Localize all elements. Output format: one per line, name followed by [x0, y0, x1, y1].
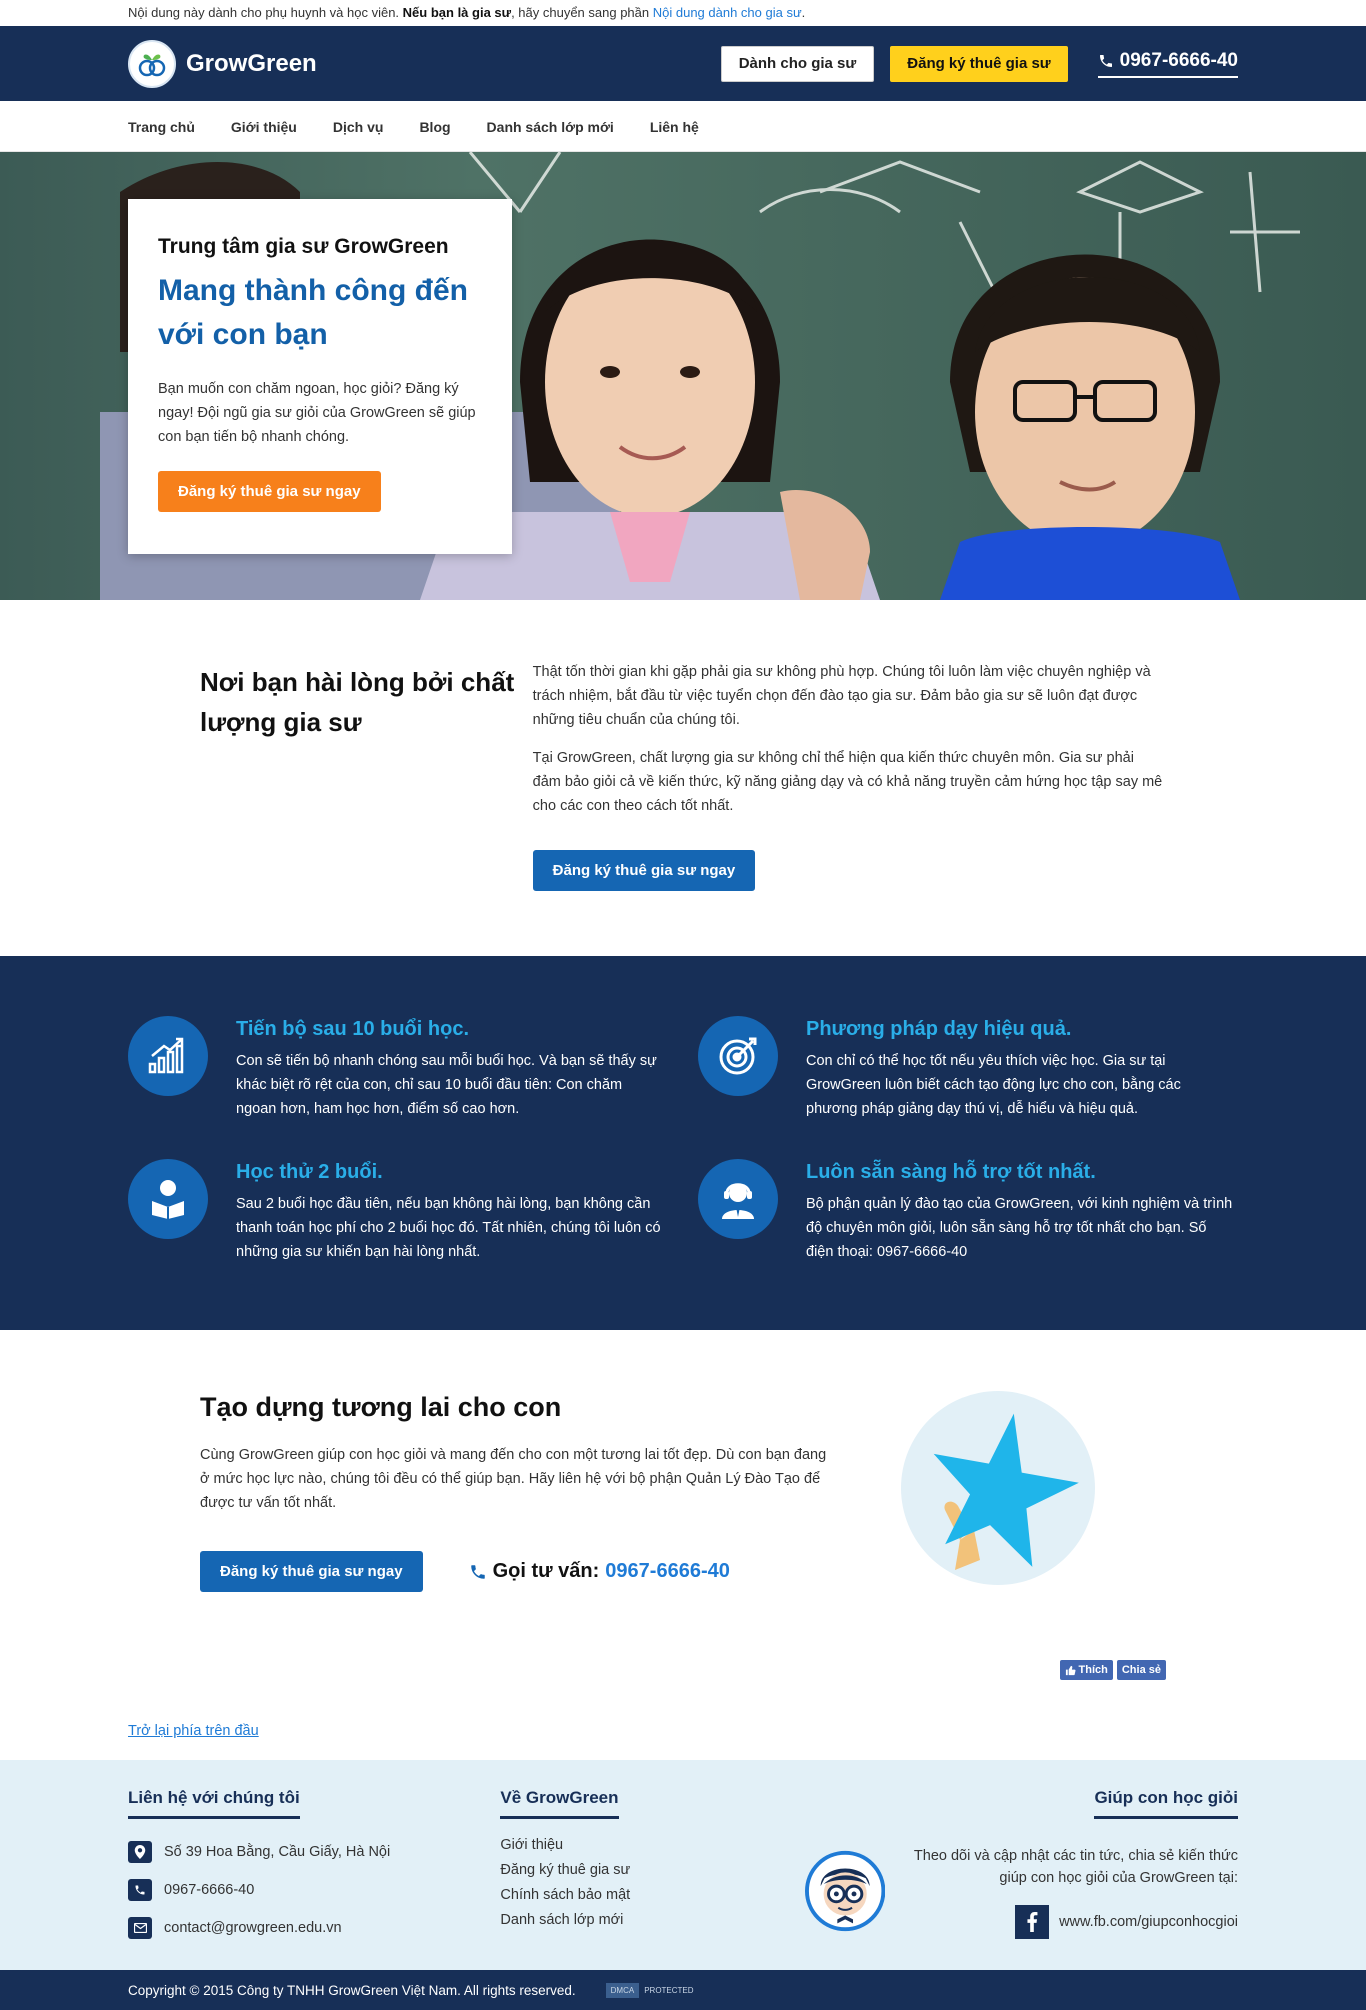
feature-description: Con sẽ tiến bộ nhanh chóng sau mỗi buổi học. Và bạn sẽ thấy sự khác biệt rõ rệt của con, chỉ sau 10 buổi đầu tiên: Con chăm ngoan hơn, ham học hơn, điểm số cao hơn.: [236, 1053, 657, 1117]
feature-description: Con chỉ có thể học tốt nếu yêu thích việc học. Gia sư tại GrowGreen luôn biết cách tạo động lực cho con, bằng các phương pháp giảng dạy thú vị, dễ hiểu và hiệu quả.: [806, 1053, 1181, 1117]
site-footer: [0, 1760, 1366, 1970]
quality-section: [0, 600, 1366, 956]
quality-paragraph-2: Tại GrowGreen, chất lượng gia sư không chỉ thể hiện qua kiến thức chuyên môn. Gia sư phải đảm bảo giỏi cả về kiến thức, kỹ năng giảng dạy và có khả năng truyền cảm hứng học tập say mê cho các con theo cách tốt nhất.: [532, 750, 1163, 814]
phone-icon: [469, 1563, 487, 1581]
facebook-icon: [1015, 1905, 1049, 1939]
quality-register-button[interactable]: Đăng ký thuê gia sư ngay: [533, 850, 756, 891]
footer-link-privacy[interactable]: Chính sách bảo mật: [500, 1887, 631, 1903]
quality-paragraph-1: Thật tốn thời gian khi gặp phải gia sư không phù hợp. Chúng tôi luôn làm việc chuyên nghiệp và trách nhiệm, bắt đầu từ việc tuyển chọn đến đào tạo gia sư. Đảm bảo gia sư sẽ luôn đạt được những tiêu chuẩn của chúng tôi.: [532, 664, 1151, 728]
notice-text-2: , hãy chuyển sang phần: [511, 5, 650, 20]
feature-title: Luôn sẵn sàng hỗ trợ tốt nhất.: [806, 1161, 1096, 1183]
feature-trial: [128, 1159, 698, 1264]
reader-icon: [128, 1159, 208, 1239]
footer-address: Số 39 Hoa Bằng, Cầu Giấy, Hà Nội: [128, 1841, 500, 1863]
thumbs-up-icon: [1065, 1665, 1076, 1676]
quality-title: Nơi bạn hài lòng bởi chất lượng gia sư: [200, 667, 515, 737]
nav-item-blog[interactable]: Blog: [419, 118, 451, 135]
facebook-share-button[interactable]: Chia sẻ: [1117, 1660, 1166, 1680]
consult-phone-link[interactable]: [469, 1560, 730, 1583]
footer-social-title: Giúp con học giỏi: [1094, 1788, 1238, 1819]
register-tutor-button[interactable]: Đăng ký thuê gia sư: [890, 46, 1067, 82]
future-section: [0, 1330, 1366, 1760]
footer-phone[interactable]: 0967-6666-40: [128, 1879, 500, 1901]
footer-link-about[interactable]: Giới thiệu: [500, 1837, 564, 1853]
footer-contact: [128, 1788, 500, 1939]
nav-item-about[interactable]: Giới thiệu: [230, 118, 297, 135]
features-section: [0, 956, 1366, 1330]
nav-item-services[interactable]: Dịch vụ: [332, 118, 384, 135]
future-register-button[interactable]: Đăng ký thuê gia sư ngay: [200, 1551, 423, 1592]
notice-bold: Nếu bạn là gia sư: [402, 5, 512, 20]
envelope-icon: [128, 1917, 152, 1939]
phone-icon: [128, 1879, 152, 1901]
hero-register-button[interactable]: Đăng ký thuê gia sư ngay: [158, 471, 381, 512]
future-description: Cùng GrowGreen giúp con học giỏi và mang đến cho con một tương lai tốt đẹp. Dù con bạn đang ở mức học lực nào, chúng tôi đều có thể giúp bạn. Hãy liên hệ với bộ phận Quản Lý Đào Tạo để được tư vấn tốt nhất.: [200, 1447, 827, 1511]
progress-chart-icon: [128, 1016, 208, 1096]
main-nav: [0, 101, 1366, 152]
footer-contact-title: Liên hệ với chúng tôi: [128, 1788, 300, 1819]
feature-title: Tiến bộ sau 10 buổi học.: [236, 1018, 469, 1040]
header-phone-link[interactable]: [1098, 50, 1238, 78]
support-agent-icon: [698, 1159, 778, 1239]
nerd-mascot-icon: [805, 1850, 885, 1932]
logo[interactable]: [128, 40, 317, 88]
hero-subtitle: Trung tâm gia sư GrowGreen: [158, 235, 449, 258]
hero-description: Bạn muốn con chăm ngoan, học giỏi? Đăng ký ngay! Đội ngũ gia sư giỏi của GrowGreen sẽ giúp con bạn tiến bộ nhanh chóng.: [158, 381, 476, 445]
copyright-bar: [0, 1970, 1366, 2010]
call-number: 0967-6666-40: [605, 1560, 730, 1582]
facebook-like-button[interactable]: Thích: [1060, 1660, 1113, 1680]
notice-text: Nội dung này dành cho phụ huynh và học viên.: [128, 5, 400, 20]
footer-about: [500, 1788, 774, 1939]
footer-about-title: Về GrowGreen: [500, 1788, 618, 1819]
nav-item-new-classes[interactable]: Danh sách lớp mới: [486, 118, 614, 135]
feature-support: [698, 1159, 1238, 1264]
map-pin-icon: [128, 1841, 152, 1863]
future-title: Tạo dựng tương lai cho con: [200, 1392, 562, 1422]
star-illustration: [900, 1390, 1096, 1586]
back-to-top-link[interactable]: Trở lại phía trên đầu: [128, 1723, 259, 1739]
feature-progress: [128, 1016, 698, 1121]
tutor-content-link[interactable]: Nội dung dành cho gia sư: [652, 5, 802, 20]
footer-social: [885, 1788, 1238, 1939]
nav-item-contact[interactable]: Liên hệ: [649, 118, 699, 135]
header-phone-number: 0967-6666-40: [1119, 49, 1238, 71]
feature-description: Bộ phận quản lý đào tạo của GrowGreen, với kinh nghiệm và trình độ chuyên môn giỏi, luôn sẵn sàng hỗ trợ tốt nhất cho bạn. Số điện thoại: 0967-6666-40: [806, 1196, 1233, 1260]
feature-title: Phương pháp dạy hiệu quả.: [806, 1018, 1072, 1040]
footer-email[interactable]: contact@growgreen.edu.vn: [128, 1917, 500, 1939]
target-icon: [698, 1016, 778, 1096]
hero-card: [128, 199, 512, 554]
footer-facebook-link[interactable]: www.fb.com/giupconhocgioi: [885, 1905, 1238, 1939]
footer-social-text: Theo dõi và cập nhật các tin tức, chia sẻ kiến thức giúp con học giỏi của GrowGreen tại:: [913, 1848, 1238, 1886]
hero-title: Mang thành công đến với con bạn: [158, 274, 468, 351]
footer-link-register[interactable]: Đăng ký thuê gia sư: [500, 1862, 631, 1878]
feature-description: Sau 2 buổi học đầu tiên, nếu bạn không hài lòng, bạn không cần thanh toán học phí cho 2 buổi học đó. Tất nhiên, chúng tôi luôn có những gia sư khiến bạn hài lòng nhất.: [236, 1196, 661, 1260]
copyright-text: Copyright © 2015 Công ty TNHH GrowGreen Việt Nam. All rights reserved.: [128, 1982, 576, 1998]
tutor-section-button[interactable]: Dành cho gia sư: [721, 46, 875, 82]
nav-item-home[interactable]: Trang chủ: [128, 118, 195, 135]
feature-method: [698, 1016, 1238, 1121]
call-label: Gọi tư vấn:: [492, 1560, 600, 1582]
facebook-buttons: [1056, 1660, 1166, 1680]
dmca-badge[interactable]: DMCA PROTECTED: [606, 1983, 699, 1998]
phone-icon: [1098, 53, 1114, 69]
brand-name: GrowGreen: [186, 49, 317, 77]
feature-title: Học thử 2 buổi.: [236, 1161, 383, 1183]
footer-link-new-classes[interactable]: Danh sách lớp mới: [500, 1912, 624, 1928]
hero-banner: [0, 152, 1366, 600]
audience-notice: Nội dung này dành cho phụ huynh và học viên. Nếu bạn là gia sư, hãy chuyển sang phần Nội dung dành cho gia sư.: [0, 0, 1366, 26]
site-header: [0, 26, 1366, 101]
logo-mark-icon: [128, 40, 176, 88]
